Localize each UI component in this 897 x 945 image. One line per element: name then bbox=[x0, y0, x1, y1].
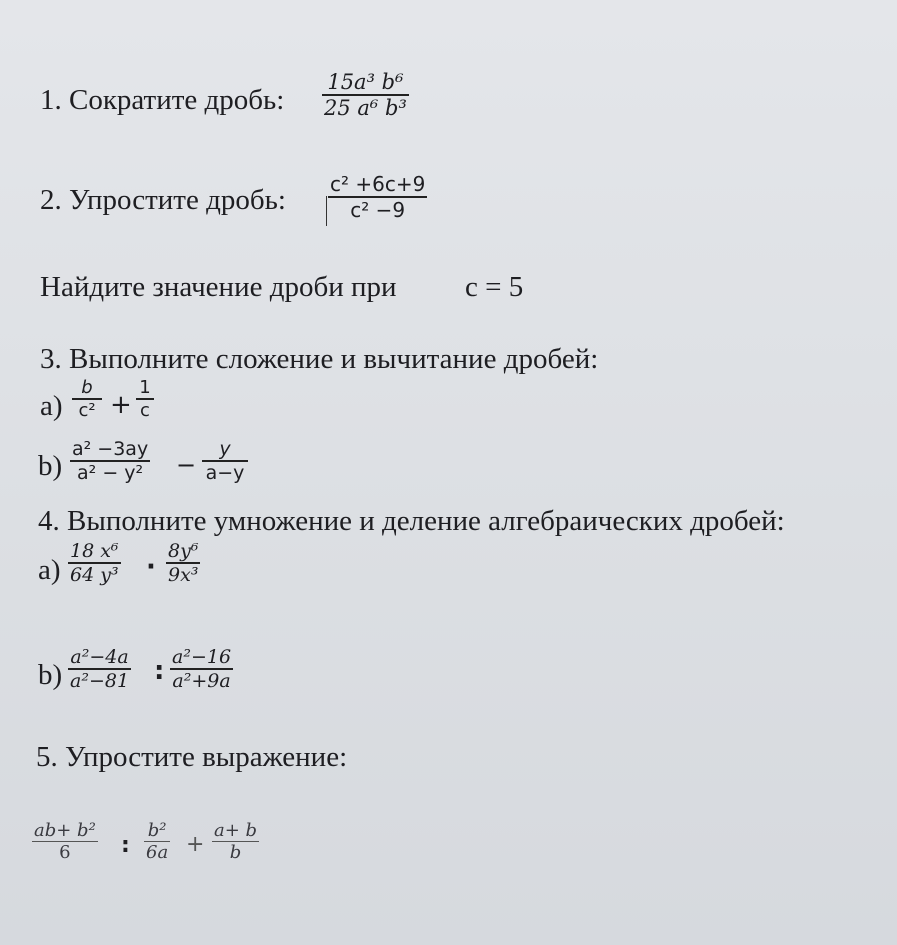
task3-label: 3. Выполните сложение и вычитание дробей: bbox=[40, 343, 599, 375]
task3a-f2-numerator: 1 bbox=[139, 377, 151, 398]
task5-fraction-3 bbox=[212, 820, 259, 863]
find-condition: c = 5 bbox=[465, 271, 524, 303]
task4a-fraction-2 bbox=[166, 540, 200, 586]
task4b-fraction-2 bbox=[170, 646, 233, 692]
task3b-f1-numerator: a² −3ay bbox=[72, 438, 149, 460]
task3b-f2-numerator: y bbox=[219, 438, 231, 460]
task4b-operator: : bbox=[154, 656, 165, 686]
task2-label: 2. Упростите дробь: bbox=[40, 184, 286, 216]
task2-denominator: c² −9 bbox=[350, 198, 406, 222]
cursor-mark bbox=[326, 196, 327, 226]
task4b-f2-denominator: a²+9a bbox=[172, 670, 231, 692]
task4b-fraction-1 bbox=[68, 646, 131, 692]
task2-numerator: c² +6c+9 bbox=[330, 172, 426, 196]
task4b-f1-denominator: a²−81 bbox=[70, 670, 130, 692]
task4a-operator: · bbox=[146, 552, 156, 582]
task4a-fraction-1 bbox=[68, 540, 121, 586]
task1-denominator: 25 a⁶ b³ bbox=[324, 96, 407, 120]
task5-operator-2: + bbox=[186, 832, 205, 857]
task3b-fraction-2 bbox=[202, 438, 248, 484]
task3b-mark: b) bbox=[38, 450, 63, 482]
task5-fraction-1 bbox=[32, 820, 98, 863]
task5-f3-numerator: a+ b bbox=[214, 820, 258, 841]
task3b-f2-denominator: a−y bbox=[205, 462, 245, 484]
task4a-f2-denominator: 9x³ bbox=[168, 564, 199, 586]
task5-f2-numerator: b² bbox=[147, 820, 167, 841]
task1-fraction bbox=[322, 70, 409, 120]
task5-f1-denominator: 6 bbox=[59, 842, 71, 863]
task4a-f2-numerator: 8y⁶ bbox=[168, 540, 199, 562]
task4b-f1-numerator: a²−4a bbox=[70, 646, 129, 668]
task2-fraction bbox=[328, 172, 427, 222]
task3a-f1-denominator: c² bbox=[78, 400, 96, 421]
task4a-f1-numerator: 18 x⁶ bbox=[70, 540, 119, 562]
task5-fraction-2 bbox=[144, 820, 170, 863]
task5-f2-denominator: 6a bbox=[146, 842, 169, 863]
task3b-fraction-1 bbox=[70, 438, 150, 484]
task1-numerator: 15a³ b⁶ bbox=[327, 70, 404, 94]
task3a-fraction-1 bbox=[72, 377, 102, 421]
task5-f3-denominator: b bbox=[229, 842, 242, 863]
task4a-mark: a) bbox=[38, 554, 61, 586]
task3a-f2-denominator: c bbox=[140, 400, 150, 421]
task3a-fraction-2 bbox=[136, 377, 154, 421]
task4a-f1-denominator: 64 y³ bbox=[70, 564, 119, 586]
task4b-mark: b) bbox=[38, 659, 63, 691]
task5-operator-1: : bbox=[121, 833, 130, 858]
task3a-f1-numerator: b bbox=[81, 377, 93, 398]
find-label: Найдите значение дроби при bbox=[40, 271, 397, 303]
task3b-operator: − bbox=[176, 451, 197, 479]
task5-label: 5. Упростите выражение: bbox=[36, 741, 348, 773]
task1-label: 1. Сократите дробь: bbox=[40, 84, 285, 116]
task3a-mark: a) bbox=[40, 390, 63, 422]
task4-label: 4. Выполните умножение и деление алгебраических дробей: bbox=[38, 505, 785, 537]
task5-f1-numerator: ab+ b² bbox=[34, 820, 96, 841]
task4b-f2-numerator: a²−16 bbox=[172, 646, 232, 668]
task3a-operator: + bbox=[110, 390, 132, 420]
task3b-f1-denominator: a² − y² bbox=[77, 462, 144, 484]
